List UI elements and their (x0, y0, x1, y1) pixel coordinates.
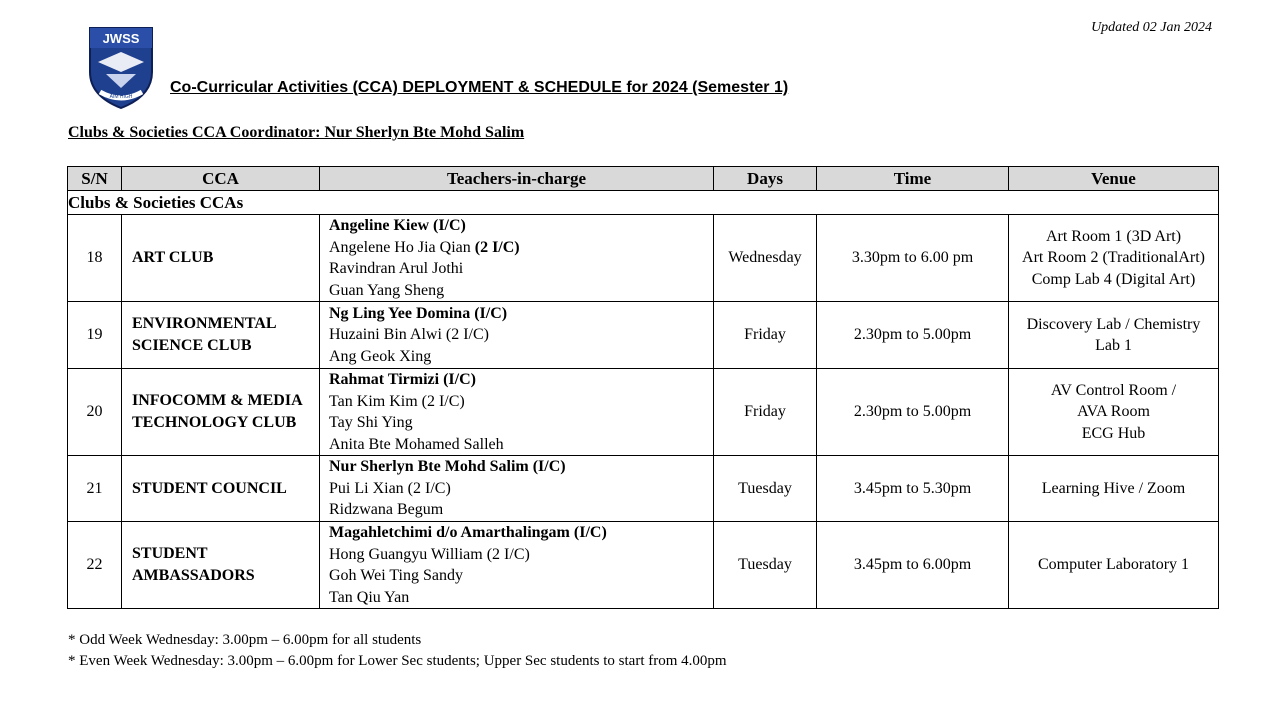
teacher-ic: Rahmat Tirmizi (I/C) (329, 371, 476, 388)
row-teachers (320, 522, 714, 609)
cca-name-line: ENVIRONMENTAL (132, 315, 277, 332)
cca-name-line: INFOCOMM & MEDIA (132, 392, 303, 409)
row-cca (122, 369, 320, 456)
teacher-2ic: Huzaini Bin Alwi (2 I/C) (329, 326, 489, 344)
venue-line: AVA Room (1077, 403, 1150, 421)
svg-text:AIM HIGH: AIM HIGH (109, 94, 133, 100)
teacher: Goh Wei Ting Sandy (329, 567, 463, 584)
teacher: Anita Bte Mohamed Salleh (329, 435, 504, 453)
teacher-ic: Ng Ling Yee Domina (I/C) (329, 304, 508, 322)
row-venue (1009, 369, 1219, 456)
row-venue (1009, 456, 1219, 522)
teacher-2ic: Angelene Ho Jia Qian (2 I/C) (329, 238, 520, 256)
teacher-ic: Angeline Kiew (I/C) (329, 217, 466, 234)
cca-name-line: STUDENT COUNCIL (132, 479, 287, 497)
teacher: Tay Shi Ying (329, 414, 413, 431)
row-cca (122, 302, 320, 369)
column-header-cca: CCA (122, 167, 320, 191)
school-crest-logo (86, 22, 156, 110)
table-row (68, 369, 1219, 456)
row-venue (1009, 522, 1219, 609)
cca-name-line: SCIENCE CLUB (132, 337, 252, 354)
row-sn: 19 (68, 302, 122, 369)
row-days: Friday (714, 369, 817, 456)
table-row (68, 302, 1219, 369)
column-header-time: Time (817, 167, 1009, 191)
row-sn: 22 (68, 522, 122, 609)
row-teachers (320, 369, 714, 456)
venue-line: Comp Lab 4 (Digital Art) (1031, 270, 1196, 288)
updated-date: Updated 02 Jan 2024 (1091, 20, 1212, 35)
venue-line: AV Control Room / (1050, 381, 1177, 399)
row-time: 3.45pm to 5.30pm (817, 456, 1009, 522)
teacher: Ravindran Arul Jothi (329, 260, 464, 277)
venue-line: Learning Hive / Zoom (1041, 479, 1186, 497)
cca-name-line: TECHNOLOGY CLUB (132, 414, 297, 431)
table-row (68, 215, 1219, 302)
cca-name-line: STUDENT (132, 545, 208, 562)
row-cca (122, 456, 320, 522)
teacher: Ang Geok Xing (329, 347, 432, 365)
teacher: Ridzwana Begum (329, 501, 444, 519)
column-header-days: Days (714, 167, 817, 191)
coordinator-line: Clubs & Societies CCA Coordinator: Nur Sherlyn Bte Mohd Salim (68, 124, 525, 141)
column-header-teachers: Teachers-in-charge (320, 167, 714, 191)
row-sn: 18 (68, 215, 122, 302)
venue-line: Art Room 2 (TraditionalArt) (1022, 249, 1205, 267)
teacher-2ic: Hong Guangyu William (2 I/C) (329, 545, 530, 563)
page-title: Co-Curricular Activities (CCA) DEPLOYMENT & SCHEDULE for 2024 (Semester 1) (170, 79, 789, 96)
row-time: 3.45pm to 6.00pm (817, 522, 1009, 609)
venue-line: Art Room 1 (3D Art) (1045, 227, 1182, 245)
section-label: Clubs & Societies CCAs (68, 191, 1219, 215)
row-teachers (320, 302, 714, 369)
table-row (68, 456, 1219, 522)
row-time: 3.30pm to 6.00 pm (817, 215, 1009, 302)
teacher-2ic: Tan Kim Kim (2 I/C) (329, 392, 465, 410)
row-time: 2.30pm to 5.00pm (817, 302, 1009, 369)
row-teachers (320, 456, 714, 522)
teacher: Guan Yang Sheng (329, 281, 445, 299)
footnote: * Even Week Wednesday: 3.00pm – 6.00pm for Lower Sec students; Upper Sec students to start from 4.00pm (68, 653, 727, 669)
row-cca (122, 215, 320, 302)
table-row (68, 522, 1219, 609)
row-venue (1009, 215, 1219, 302)
venue-line: ECG Hub (1081, 424, 1146, 442)
column-header-sn: S/N (68, 167, 122, 191)
svg-text:JWSS: JWSS (102, 31, 140, 46)
cca-name-line: AMBASSADORS (132, 567, 255, 584)
section-row (68, 191, 1219, 215)
cca-name-line: ART CLUB (132, 249, 214, 266)
row-cca (122, 522, 320, 609)
row-days: Tuesday (714, 522, 817, 609)
column-header-venue: Venue (1009, 167, 1219, 191)
row-days: Friday (714, 302, 817, 369)
teacher-ic: Nur Sherlyn Bte Mohd Salim (I/C) (329, 458, 566, 476)
row-sn: 20 (68, 369, 122, 456)
venue-line: Lab 1 (1095, 337, 1132, 354)
footnotes (68, 630, 727, 672)
row-teachers (320, 215, 714, 302)
footnote: * Odd Week Wednesday: 3.00pm – 6.00pm for all students (68, 632, 422, 648)
row-venue (1009, 302, 1219, 369)
cca-schedule-table (67, 166, 1219, 609)
row-days: Tuesday (714, 456, 817, 522)
row-days: Wednesday (714, 215, 817, 302)
table-header-row (68, 167, 1219, 191)
teacher: Tan Qiu Yan (329, 588, 410, 606)
venue-line: Computer Laboratory 1 (1037, 556, 1190, 574)
row-sn: 21 (68, 456, 122, 522)
teacher-2ic: Pui Li Xian (2 I/C) (329, 479, 451, 497)
teacher-ic: Magahletchimi d/o Amarthalingam (I/C) (329, 524, 607, 541)
venue-line: Discovery Lab / Chemistry (1026, 315, 1201, 333)
row-time: 2.30pm to 5.00pm (817, 369, 1009, 456)
